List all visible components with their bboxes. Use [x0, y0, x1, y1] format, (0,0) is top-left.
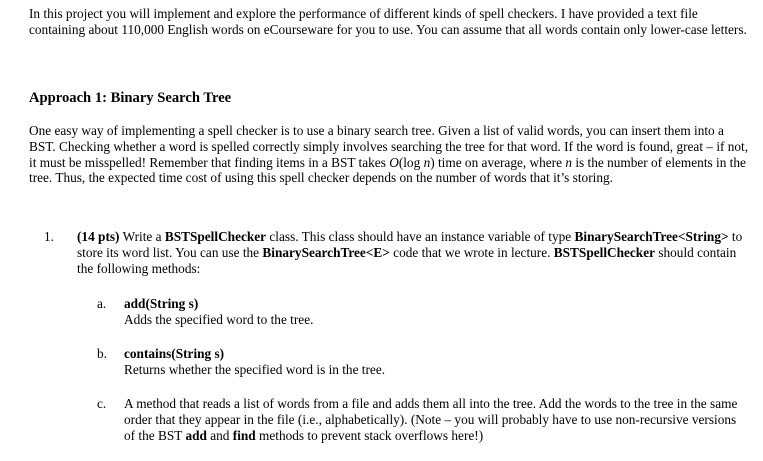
method-item-a [97, 296, 747, 328]
task-text-1: Write a [119, 229, 165, 244]
para-text-1: One easy way of implementing a spell checker is to use a binary search tree. Given a list of valid words, you can insert them into a BST. Checking whether a word is spelled correctly simply involves searching the tree for that word. If the word is found, great – if not, it must be misspelled! Remember that finding items in a BST takes [29, 123, 749, 170]
para-text-2: (log [398, 154, 424, 170]
method-description: Returns whether the specified word is in the tree. [124, 361, 386, 377]
var-n: n [423, 154, 431, 170]
section-heading: Approach 1: Binary Search Tree [29, 90, 232, 106]
method-letter: a. [97, 296, 107, 311]
intro-paragraph: In this project you will implement and explore the performance of different kinds of spell checkers. I have provided a text file containing about 110,000 English words on eCourseware for you to use. You can assume that all words contain only lower-case letters. [29, 6, 747, 37]
method-signature: add(String s) [124, 296, 199, 311]
method-description: Adds the specified word to the tree. [124, 311, 314, 327]
code-name: BinarySearchTree<E> [262, 244, 390, 260]
big-o: O [389, 154, 399, 170]
task-points: (14 pts) [77, 229, 120, 244]
bst-description-paragraph [29, 123, 749, 186]
task-text-2: class. This class should have an instance variable of type [266, 229, 575, 244]
method-letter: b. [97, 346, 107, 361]
find-method-name: find [232, 427, 256, 443]
method-signature: contains(String s) [124, 346, 225, 361]
method-item-b [97, 346, 747, 378]
var-n: n [565, 154, 572, 170]
task-item-1 [44, 229, 754, 276]
task-number: 1. [44, 229, 54, 244]
para-text-3: ) time on average, where [430, 154, 566, 170]
add-method-name: add [185, 427, 207, 443]
method-item-c [97, 396, 747, 443]
para-text-4: is the number of elements in the tree. Thus, the expected time cost of using this spell checker depends on the number of words that it’s storing. [29, 154, 746, 186]
task-text-4: code that we wrote in lecture. [389, 244, 554, 260]
task-text-5: should contain the following methods: [77, 244, 737, 276]
task-description [77, 229, 754, 276]
class-name: BSTSpellChecker [164, 229, 267, 244]
task-text-3: to store its word list. You can use the [77, 229, 743, 260]
type-name: BinarySearchTree<String> [574, 229, 729, 244]
class-name: BSTSpellChecker [553, 244, 656, 260]
method-description: A method that reads a list of words from a file and adds them all into the tree. Add the words to the tree in the same order that they appear in the file (i.e., alphabetically). (Note – you will probably have to use non-recursive versions of the BST add and find methods to prevent stack overflows here!) [124, 396, 738, 443]
method-letter: c. [97, 396, 107, 411]
